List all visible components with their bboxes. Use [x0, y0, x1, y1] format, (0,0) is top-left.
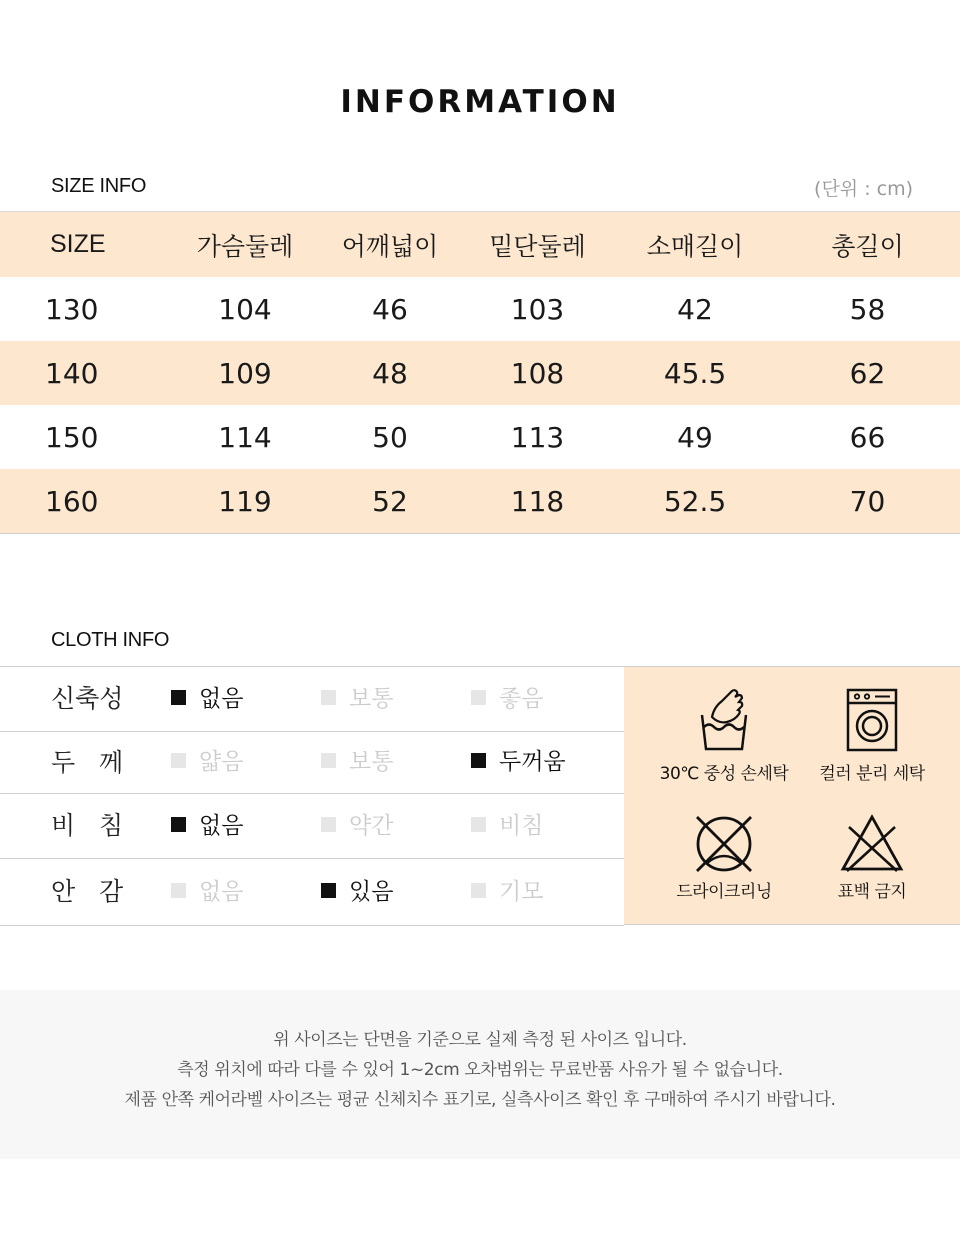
checkbox-icon	[321, 753, 336, 768]
table-cell: 119	[218, 484, 272, 518]
size-cell: 140	[45, 356, 99, 390]
table-row	[0, 277, 960, 341]
size-table-header	[0, 212, 960, 278]
cloth-option	[471, 667, 543, 731]
no-bleach-icon	[839, 813, 905, 875]
cloth-row-sheerness	[0, 794, 624, 859]
cloth-option	[321, 794, 393, 858]
table-cell: 48	[372, 356, 408, 390]
care-item	[644, 687, 804, 784]
table-cell: 118	[510, 484, 565, 518]
table-cell: 114	[218, 420, 272, 454]
table-cell: 109	[218, 356, 272, 390]
cloth-row-label: 두 께	[51, 748, 124, 777]
table-cell: 104	[218, 292, 272, 326]
option-label: 있음	[349, 879, 394, 905]
checkbox-icon	[471, 883, 486, 898]
table-cell: 103	[510, 292, 565, 326]
size-cell: 130	[45, 292, 99, 326]
cloth-row-lining	[0, 859, 624, 926]
table-cell: 58	[849, 292, 886, 326]
cloth-row-label: 신축성	[51, 684, 124, 713]
table-cell: 108	[510, 356, 565, 390]
no-dry-clean-icon	[691, 811, 757, 877]
cloth-row-stretch	[0, 667, 624, 732]
cloth-option	[321, 732, 393, 793]
hand-wash-icon	[694, 687, 754, 753]
checkbox-icon	[171, 883, 186, 898]
checkbox-icon	[171, 690, 186, 705]
care-item	[792, 687, 952, 784]
washing-machine-icon	[842, 687, 902, 753]
checkbox-icon	[321, 817, 336, 832]
table-cell: 62	[849, 356, 886, 390]
size-info-label: SIZE INFO	[51, 175, 147, 197]
table-cell: 42	[677, 292, 713, 326]
size-cell: 150	[45, 420, 99, 454]
care-item	[644, 811, 804, 902]
care-item	[792, 813, 952, 902]
table-cell: 70	[849, 484, 886, 518]
size-table	[0, 211, 960, 534]
cloth-option	[321, 859, 393, 925]
table-row	[0, 469, 960, 534]
table-cell: 49	[677, 420, 713, 454]
option-label: 얇음	[199, 749, 244, 775]
option-label: 보통	[349, 686, 394, 712]
cloth-info-label: CLOTH INFO	[51, 629, 170, 651]
checkbox-icon	[171, 817, 186, 832]
option-label: 없음	[199, 813, 244, 839]
option-label: 두꺼움	[499, 749, 566, 775]
notice-line: 위 사이즈는 단면을 기준으로 실제 측정 된 사이즈 입니다.	[273, 1030, 687, 1050]
unit-label: (단위 : cm)	[814, 178, 913, 200]
table-cell: 46	[372, 292, 408, 326]
cloth-option	[321, 667, 393, 731]
option-label: 좋음	[499, 686, 544, 712]
cloth-option	[471, 859, 543, 925]
care-caption: 컬러 분리 세탁	[819, 764, 925, 784]
cloth-row-label: 안 감	[51, 877, 124, 906]
option-label: 약간	[349, 813, 394, 839]
care-caption: 30℃ 중성 손세탁	[659, 764, 789, 784]
table-row	[0, 405, 960, 469]
notice-line: 제품 안쪽 케어라벨 사이즈는 평균 신체치수 표기로, 실측사이즈 확인 후 구매하여 주시기 바랍니다.	[124, 1090, 836, 1110]
checkbox-icon	[471, 690, 486, 705]
checkbox-icon	[471, 753, 486, 768]
care-caption: 표백 금지	[837, 882, 907, 902]
cloth-option	[471, 732, 566, 793]
checkbox-icon	[171, 753, 186, 768]
care-panel	[624, 666, 960, 925]
header-cell: 가슴둘레	[196, 231, 294, 261]
header-cell: SIZE	[50, 230, 106, 258]
table-cell: 113	[510, 420, 565, 454]
cloth-option	[171, 794, 243, 858]
cloth-row-thickness	[0, 732, 624, 794]
checkbox-icon	[321, 690, 336, 705]
cloth-info-table	[0, 666, 624, 926]
cloth-option	[471, 794, 543, 858]
table-cell: 45.5	[663, 356, 727, 390]
page-title: INFORMATION	[340, 84, 620, 120]
option-label: 없음	[199, 686, 244, 712]
checkbox-icon	[321, 883, 336, 898]
cloth-option	[171, 859, 243, 925]
cloth-option	[171, 732, 243, 793]
option-label: 기모	[499, 879, 544, 905]
notice-box	[0, 990, 960, 1159]
cloth-row-label: 비 침	[51, 811, 124, 840]
option-label: 보통	[349, 749, 394, 775]
notice-line: 측정 위치에 따라 다를 수 있어 1~2cm 오차범위는 무료반품 사유가 될 수 없습니다.	[177, 1060, 783, 1080]
table-cell: 66	[849, 420, 886, 454]
size-cell: 160	[45, 484, 99, 518]
table-cell: 52	[372, 484, 408, 518]
checkbox-icon	[471, 817, 486, 832]
option-label: 없음	[199, 879, 244, 905]
cloth-option	[171, 667, 243, 731]
table-cell: 50	[372, 420, 408, 454]
care-caption: 드라이크리닝	[676, 882, 772, 902]
header-cell: 소매길이	[646, 231, 744, 261]
option-label: 비침	[499, 813, 544, 839]
table-row	[0, 341, 960, 405]
header-cell: 총길이	[831, 231, 904, 261]
header-cell: 어깨넓이	[341, 231, 439, 261]
table-cell: 52.5	[663, 484, 727, 518]
header-cell: 밑단둘레	[489, 231, 586, 261]
